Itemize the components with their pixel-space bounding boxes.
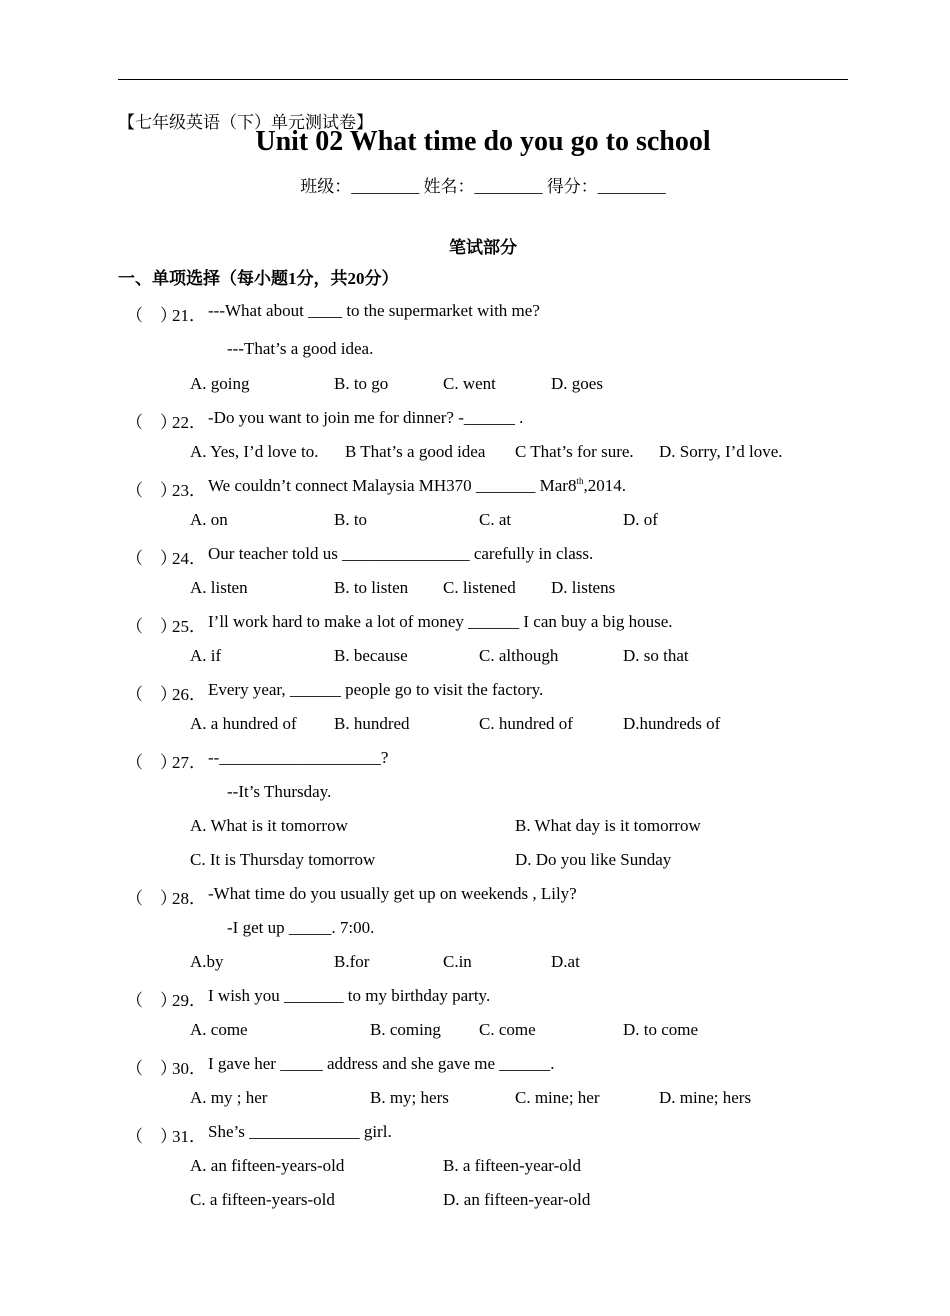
option-d: D. an fifteen-year-old [443,1190,591,1209]
answer-blank[interactable]: （ ） [126,617,177,636]
question-text: She’s _____________ girl. [208,1122,392,1141]
score-field[interactable]: 得分：________ [546,177,666,196]
answer-blank[interactable]: （ ） [126,991,177,1010]
question-number: 23． [172,481,206,500]
question-text: We couldn’t connect Malaysia MH370 _______ Mar8th,2014. [208,476,626,495]
worksheet-label: 【七年级英语（下）单元测试卷】 [118,113,373,132]
option-a: A. my ; her [190,1088,268,1107]
question-text: --___________________? [208,748,389,767]
question-number: 31． [172,1127,206,1146]
name-field[interactable]: 姓名：________ [423,177,543,196]
question-text: Every year, ______ people go to visit the factory. [208,680,544,699]
option-c: C That’s for sure. [515,442,634,461]
option-c: C. at [479,510,512,529]
option-d: D. to come [623,1020,699,1039]
header-rule [118,79,848,80]
option-b: B. my; hers [370,1088,449,1107]
option-a: A. What is it tomorrow [190,816,348,835]
option-a: A. going [190,374,250,393]
question-number: 21． [172,306,206,325]
option-b: B. What day is it tomorrow [515,816,701,835]
question-text: ---That’s a good idea. [227,339,374,358]
student-info-line [0,172,950,197]
option-a: A. if [190,646,222,665]
answer-blank[interactable]: （ ） [126,413,177,432]
option-a: A. on [190,510,228,529]
option-b: B. a fifteen-year-old [443,1156,581,1175]
answer-blank[interactable]: （ ） [126,753,177,772]
question-text: I’ll work hard to make a lot of money ______ I can buy a big house. [208,612,673,631]
option-d: D.at [551,952,580,971]
option-d: D. listens [551,578,616,597]
question-text: --It’s Thursday. [227,782,332,801]
option-c: C. come [479,1020,536,1039]
question-number: 26． [172,685,206,704]
option-b: B. to listen [334,578,409,597]
option-c: C. although [479,646,559,665]
question-number: 28． [172,889,206,908]
option-d: D. of [623,510,658,529]
page-title: Unit 02 What time do you go to school [255,126,711,157]
question-number: 24． [172,549,206,568]
section-heading: 笔试部分 [449,238,517,257]
option-d: D.hundreds of [623,714,721,733]
option-d: D. Sorry, I’d love. [659,442,783,461]
option-a: A. come [190,1020,248,1039]
answer-blank[interactable]: （ ） [126,306,177,325]
option-a: A.by [190,952,224,971]
option-a: A. an fifteen-years-old [190,1156,345,1175]
option-d: D. goes [551,374,603,393]
option-b: B.for [334,952,370,971]
option-b: B. because [334,646,408,665]
option-c: C. listened [443,578,516,597]
option-c: C.in [443,952,472,971]
option-b: B. to go [334,374,389,393]
answer-blank[interactable]: （ ） [126,685,177,704]
class-field[interactable]: 班级：________ [300,177,420,196]
question-number: 30． [172,1059,206,1078]
answer-blank[interactable]: （ ） [126,549,177,568]
question-number: 22． [172,413,206,432]
option-a: A. listen [190,578,248,597]
option-c: C. a fifteen-years-old [190,1190,335,1209]
answer-blank[interactable]: （ ） [126,889,177,908]
option-b: B That’s a good idea [345,442,486,461]
question-text: I gave her _____ address and she gave me ______. [208,1054,555,1073]
option-d: D. Do you like Sunday [515,850,672,869]
question-text: -I get up _____. 7:00. [227,918,375,937]
option-d: D. so that [623,646,689,665]
question-text: I wish you _______ to my birthday party. [208,986,491,1005]
option-c: C. hundred of [479,714,573,733]
question-text: Our teacher told us _______________ carefully in class. [208,544,594,563]
option-c: C. went [443,374,496,393]
option-a: A. Yes, I’d love to. [190,442,319,461]
option-c: C. mine; her [515,1088,600,1107]
part1-heading: 一、单项选择（每小题1分，共20分） [118,269,399,288]
option-b: B. hundred [334,714,410,733]
question-text: -What time do you usually get up on weekends , Lily? [208,884,577,903]
option-d: D. mine; hers [659,1088,752,1107]
question-text: ---What about ____ to the supermarket with me? [208,301,540,320]
question-number: 25． [172,617,206,636]
answer-blank[interactable]: （ ） [126,481,177,500]
question-number: 27． [172,753,206,772]
question-text: -Do you want to join me for dinner? -______ . [208,408,524,427]
answer-blank[interactable]: （ ） [126,1059,177,1078]
option-c: C. It is Thursday tomorrow [190,850,376,869]
answer-blank[interactable]: （ ） [126,1127,177,1146]
question-number: 29． [172,991,206,1010]
option-b: B. coming [370,1020,441,1039]
option-b: B. to [334,510,368,529]
option-a: A. a hundred of [190,714,297,733]
